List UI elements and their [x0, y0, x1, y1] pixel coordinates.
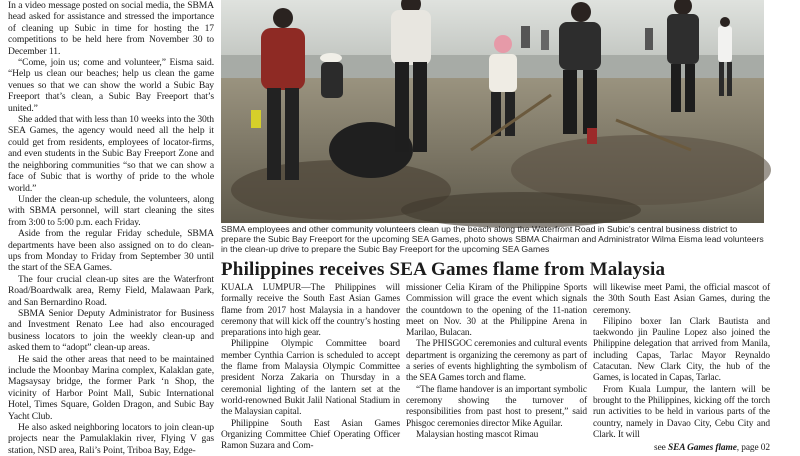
- jump-suffix: , page 02: [736, 443, 770, 454]
- cleanup-photo: [221, 0, 764, 223]
- paragraph: She added that with less than 10 weeks into the 30th SEA Games, the agency would need all the help it could get from residents, employees of locator-firms, and even students in the Subic Bay Freeport Zone and the neighboring communities “so that we can show a face of Subic that is worthy of pride to the whole world.”: [8, 114, 214, 194]
- paragraph: “Come, join us; come and volunteer,” Eisma said. “Help us clean our beaches; help us clean the game venues so that we can show the world a Subic Bay Freeport that’s clean, a Subic Bay Freeport that’s united.”: [8, 57, 214, 114]
- paragraph: will likewise meet Pami, the official mascot of the 30th South East Asian Games, during the ceremony.: [593, 283, 770, 316]
- left-column-story: [8, 0, 214, 456]
- paragraph: He said the other areas that need to be maintained include the Moonbay Marina complex, Kalaklan gate, Magsaysay bridge, the former Park ‘n Shop, the vicinity of Harbor Point Mall, Subic International Hotel, Times Square, Golden Dragon, and Subic Bay Yacht Club.: [8, 353, 214, 422]
- paragraph: The four crucial clean-up sites are the Waterfront Road/Boardwalk area, Remy Field, Malawaan Park, and San Bernardino Road.: [8, 273, 214, 308]
- paragraph: missioner Celia Kiram of the Philippine Sports Commission will grace the event which signals the countdown to the opening of the 11-nation meet on Nov. 30 at the Philippine Arena in Marilao, Bulacan.: [406, 283, 587, 339]
- photo-caption: SBMA employees and other community volunteers clean up the beach along the Waterfront Road in Subic’s central business district to prepare the Subic Bay Freeport for the upcoming SEA Games, photo shows SBMA Chairman and Administrator Wilma Eisma lead volunteers in the clean-up drive to prepare the Subic Bay Freeport for the upcoming SEA Games: [221, 224, 764, 254]
- paragraph: In a video message posted on social media, the SBMA head asked for assistance and stressed the importance of cleaning up Subic in time for hosting the 17 competitions to be held here from November 30 to December 11.: [8, 0, 214, 57]
- paragraph: He also asked neighboring locators to join clean-up projects near the Pamulaklakin river, Flying V gas station, NSD area, Rali’s Point, Triboa Bay, Edge-: [8, 422, 214, 456]
- paragraph: “The flame handover is an important symbolic ceremony showing the turnover of responsibilities from past host to present,” said Phisgoc ceremonies director Mike Aguilar.: [406, 384, 587, 429]
- paragraph: Philippine Olympic Committee board member Cynthia Carrion is scheduled to accept the flame from Malaysia Olympic Committee president Norza Zakaria on Thursday in a ceremonial lighting of the lantern set at the world-renowned Bukit Jalil National Stadium in the Malaysian capital.: [221, 339, 400, 418]
- paragraph: Malaysian hosting mascot Rimau: [416, 429, 539, 440]
- continued-jump-line: [593, 443, 770, 454]
- article-column-3: [593, 283, 770, 454]
- paragraph: Filipino boxer Ian Clark Bautista and taekwondo jin Pauline Lopez also joined the Philippine delegation that arrived from Manila, including Capas, Tarlac Mayor Reynaldo Catacutan. New Clark City, the hub of the Games, is located in Capas, Tarlac.: [593, 316, 770, 384]
- article-column-2: [406, 283, 587, 445]
- jump-title: SEA Games flame: [667, 443, 737, 454]
- paragraph: Aside from the regular Friday schedule, SBMA departments have been also assigned on to do clean-ups from Monday to Friday from September 30 until the start of the SEA Games.: [8, 228, 214, 274]
- paragraph: Under the clean-up schedule, the volunteers, along with SBMA personnel, will start cleaning the sites from 3:00 to 5:00 p.m. each Friday.: [8, 193, 214, 228]
- jump-prefix: see: [654, 443, 668, 454]
- paragraph: KUALA LUMPUR—The Philippines will formally receive the South East Asian Games flame from 2017 host Malaysia in a handover ceremony that will kick off the country’s hosting preparations into high gear.: [221, 283, 400, 339]
- paragraph: SBMA Senior Deputy Administrator for Business and Investment Renato Lee had also encouraged business locators to join the weekly clean-up and asked them to “adopt” clean-up areas.: [8, 307, 214, 354]
- article-headline: Philippines receives SEA Games flame from Malaysia: [221, 259, 666, 280]
- paragraph: From Kuala Lumpur, the lantern will be brought to the Philippines, kicking off the torch run activities to be held in various parts of the country, namely in Davao City, Cebu City and Clark. It will: [593, 384, 770, 440]
- article-column-1: [221, 283, 400, 452]
- paragraph: Philippine South East Asian Games Organizing Committee Chief Operating Officer Ramon Suzara and Com-: [221, 418, 400, 452]
- paragraph: The PHISGOC ceremonies and cultural events department is organizing the ceremony as part of a series of events highlighting the symbolism of the SEA Games torch and flame.: [406, 339, 588, 384]
